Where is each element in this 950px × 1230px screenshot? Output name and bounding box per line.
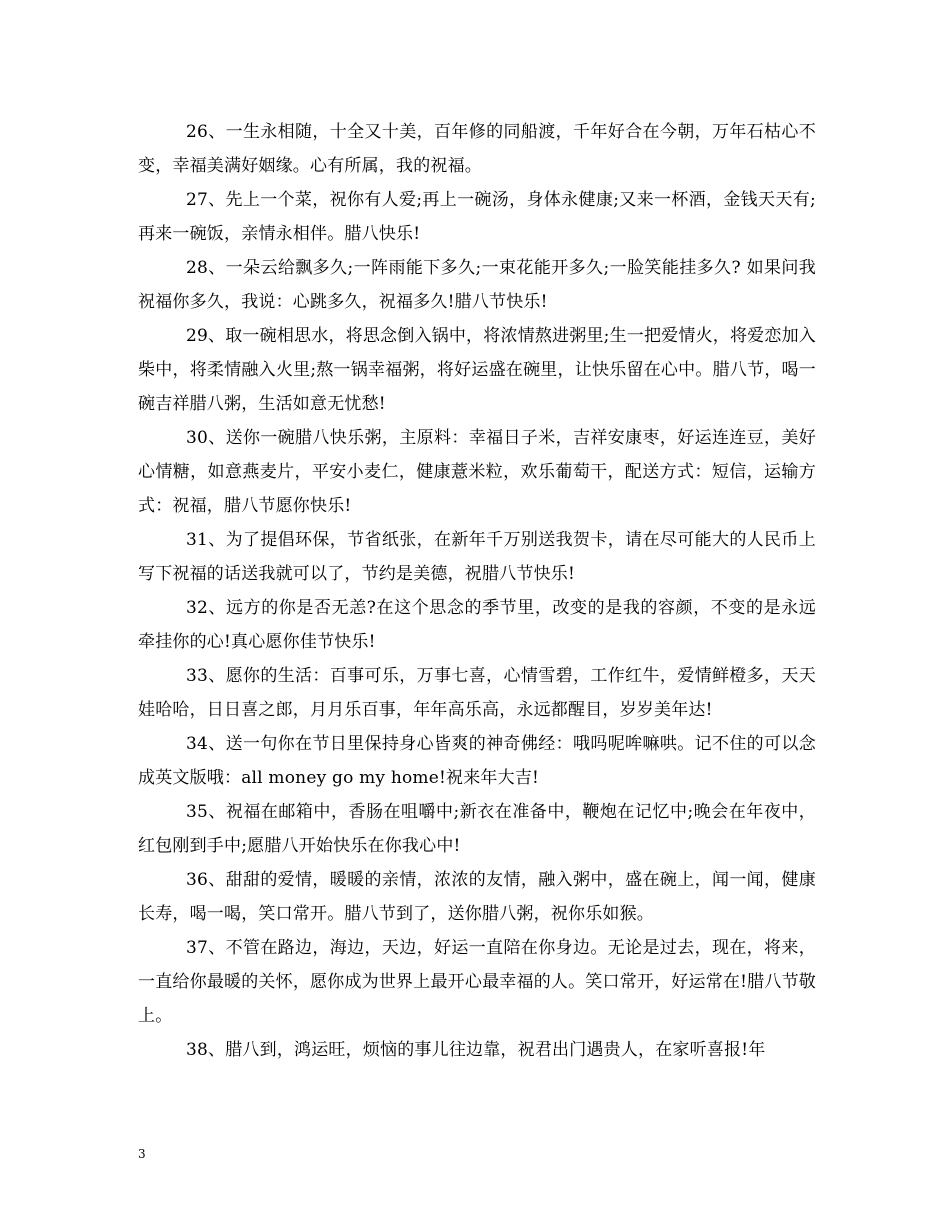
paragraph-36: 36、甜甜的爱情，暖暖的亲情，浓浓的友情，融入粥中，盛在碗上，闻一闻，健康长寿，喝一喝，笑口常开。腊八节到了，送你腊八粥，祝你乐如猴。 (138, 870, 816, 924)
page-number: 3 (138, 1147, 146, 1161)
paragraph-34: 34、送一句你在节日里保持身心皆爽的神奇佛经：哦吗呢哞嘛哄。记不住的可以念成英文版哦：all money go my home!祝来年大吉! (138, 734, 816, 788)
paragraph-29: 29、取一碗相思水，将思念倒入锅中，将浓情熬进粥里;生一把爱情火，将爱恋加入柴中，将柔情融入火里;熬一锅幸福粥，将好运盛在碗里，让快乐留在心中。腊八节，喝一碗吉祥腊八粥，生活如意无忧愁! (138, 326, 816, 414)
paragraph-31: 31、为了提倡环保，节省纸张，在新年千万别送我贺卡，请在尽可能大的人民币上写下祝福的话送我就可以了，节约是美德，祝腊八节快乐! (138, 530, 816, 584)
paragraph-27: 27、先上一个菜，祝你有人爱;再上一碗汤，身体永健康;又来一杯酒，金钱天天有;再来一碗饭，亲情永相伴。腊八快乐! (138, 190, 816, 244)
paragraph-28: 28、一朵云给飘多久;一阵雨能下多久;一束花能开多久;一脸笑能挂多久? 如果问我祝福你多久，我说：心跳多久，祝福多久!腊八节快乐! (138, 258, 816, 312)
paragraph-33: 33、愿你的生活：百事可乐，万事七喜，心情雪碧，工作红牛，爱情鲜橙多，天天娃哈哈，日日喜之郎，月月乐百事，年年高乐高，永远都醒目，岁岁美年达! (138, 666, 816, 720)
paragraph-26: 26、一生永相随，十全又十美，百年修的同船渡，千年好合在今朝，万年石枯心不变，幸福美满好姻缘。心有所属，我的祝福。 (138, 122, 816, 176)
paragraph-37: 37、不管在路边，海边，天边，好运一直陪在你身边。无论是过去，现在，将来，一直给你最暖的关怀，愿你成为世界上最开心最幸福的人。笑口常开，好运常在!腊八节敬上。 (138, 938, 816, 1026)
paragraph-35: 35、祝福在邮箱中，香肠在咀嚼中;新衣在准备中，鞭炮在记忆中;晚会在年夜中，红包刚到手中;愿腊八开始快乐在你我心中! (138, 802, 816, 856)
paragraph-38: 38、腊八到，鸿运旺，烦恼的事儿往边靠，祝君出门遇贵人，在家听喜报!年 (186, 1040, 766, 1060)
paragraph-30: 30、送你一碗腊八快乐粥，主原料：幸福日子米，吉祥安康枣，好运连连豆，美好心情糖，如意燕麦片，平安小麦仁，健康薏米粒，欢乐葡萄干，配送方式：短信，运输方式：祝福，腊八节愿你快乐! (138, 428, 816, 516)
paragraph-32: 32、远方的你是否无恙?在这个思念的季节里，改变的是我的容颜，不变的是永远牵挂你的心!真心愿你佳节快乐! (138, 598, 816, 652)
document-body (138, 115, 816, 1067)
